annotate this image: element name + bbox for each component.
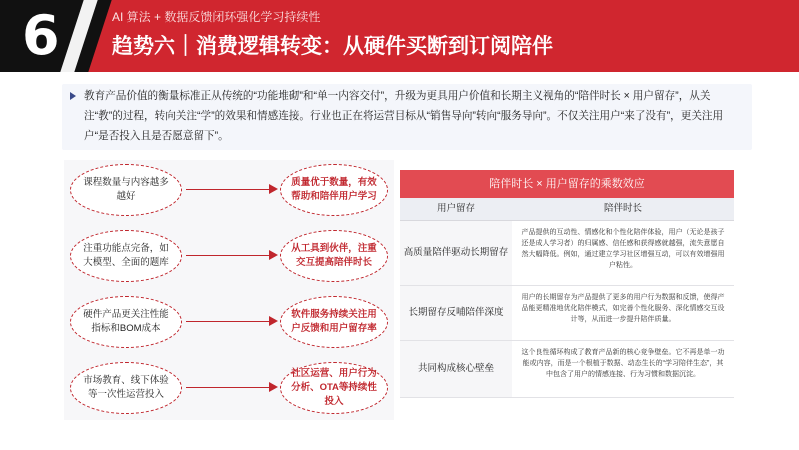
- table-header: [400, 198, 734, 221]
- row-label: 共同构成核心壁垒: [400, 341, 512, 397]
- arrow-right-icon: [186, 387, 276, 388]
- table-row: [400, 221, 734, 286]
- page-title: 趋势六｜消费逻辑转变：从硬件买断到订阅陪伴: [112, 35, 553, 58]
- flow-row: [64, 292, 394, 354]
- arrow-right-icon: [186, 321, 276, 322]
- column-header-retention: 用户留存: [436, 203, 475, 214]
- row-label: 长期留存反哺陪伴深度: [400, 286, 512, 340]
- trend-number: 6: [22, 4, 60, 67]
- flow-row: [64, 226, 394, 288]
- old-approach: 注重功能点完备，如大模型、全面的题库: [70, 230, 182, 282]
- arrow-right-icon: [186, 189, 276, 190]
- new-approach: 软件服务持续关注用户反馈和用户留存率: [280, 296, 388, 348]
- table-title: 陪伴时长 × 用户留存的乘数效应: [400, 170, 734, 198]
- flow-row: [64, 358, 394, 420]
- intro-box: [62, 84, 752, 150]
- old-approach: 市场教育、线下体验等一次性运营投入: [70, 362, 182, 414]
- transformation-panel: [64, 160, 394, 420]
- row-description: 用户的长期留存为产品提供了更多的用户行为数据和反馈，使得产品能更精准地优化陪伴模式，如完善个性化服务、深化情感交互设计等，从而进一步提升陪伴质量。: [521, 294, 725, 323]
- header-banner: [0, 0, 799, 72]
- arrow-right-icon: [186, 255, 276, 256]
- new-approach: 质量优于数量，有效帮助和陪伴用户学习: [280, 164, 388, 216]
- flow-row: [64, 160, 394, 222]
- bullet-triangle-icon: [70, 92, 76, 100]
- old-approach: 课程数量与内容越多越好: [70, 164, 182, 216]
- intro-text: 教育产品价值的衡量标准正从传统的“功能堆砌”和“单一内容交付”，升级为更具用户价值和长期主义视角的“陪伴时长 × 用户留存”，从关注“教”的过程，转向关注“学”的效果和情感连接。行业也正在将运营目标从“销售导向”转向“服务导向”。不仅关注用户“来了没有”，更关注用户“是否投入且是否愿意留下”。: [84, 90, 724, 142]
- column-header-duration: 陪伴时长: [603, 203, 642, 214]
- new-approach: 从工具到伙伴，注重交互提高陪伴时长: [280, 230, 388, 282]
- row-label: 高质量陪伴驱动长期留存: [400, 221, 512, 285]
- table-row: [400, 286, 734, 341]
- old-approach: 硬件产品更关注性能指标和BOM成本: [70, 296, 182, 348]
- row-description: 产品提供的互动性、情感化和个性化陪伴体验，用户（无论是孩子还是成人学习者）的归属感、信任感和获得感就越强，流失意愿自然大幅降低。例如，通过建立学习社区增强互动，可以有效增强用户粘性。: [521, 229, 725, 269]
- row-description: 这个良性循环构成了教育产品新的核心竞争壁垒。它不再是单一功能或内容，而是一个根植于数据、动态生长的“学习陪伴生态”，其中包含了用户的情感连接、行为习惯和数据沉淀。: [521, 349, 725, 378]
- multiplier-effect-table: [400, 170, 734, 398]
- header-subtitle: AI 算法 + 数据反馈闭环强化学习持续性: [112, 10, 321, 24]
- table-row: [400, 341, 734, 398]
- new-approach: 社区运营、用户行为分析、OTA等持续性投入: [280, 362, 388, 414]
